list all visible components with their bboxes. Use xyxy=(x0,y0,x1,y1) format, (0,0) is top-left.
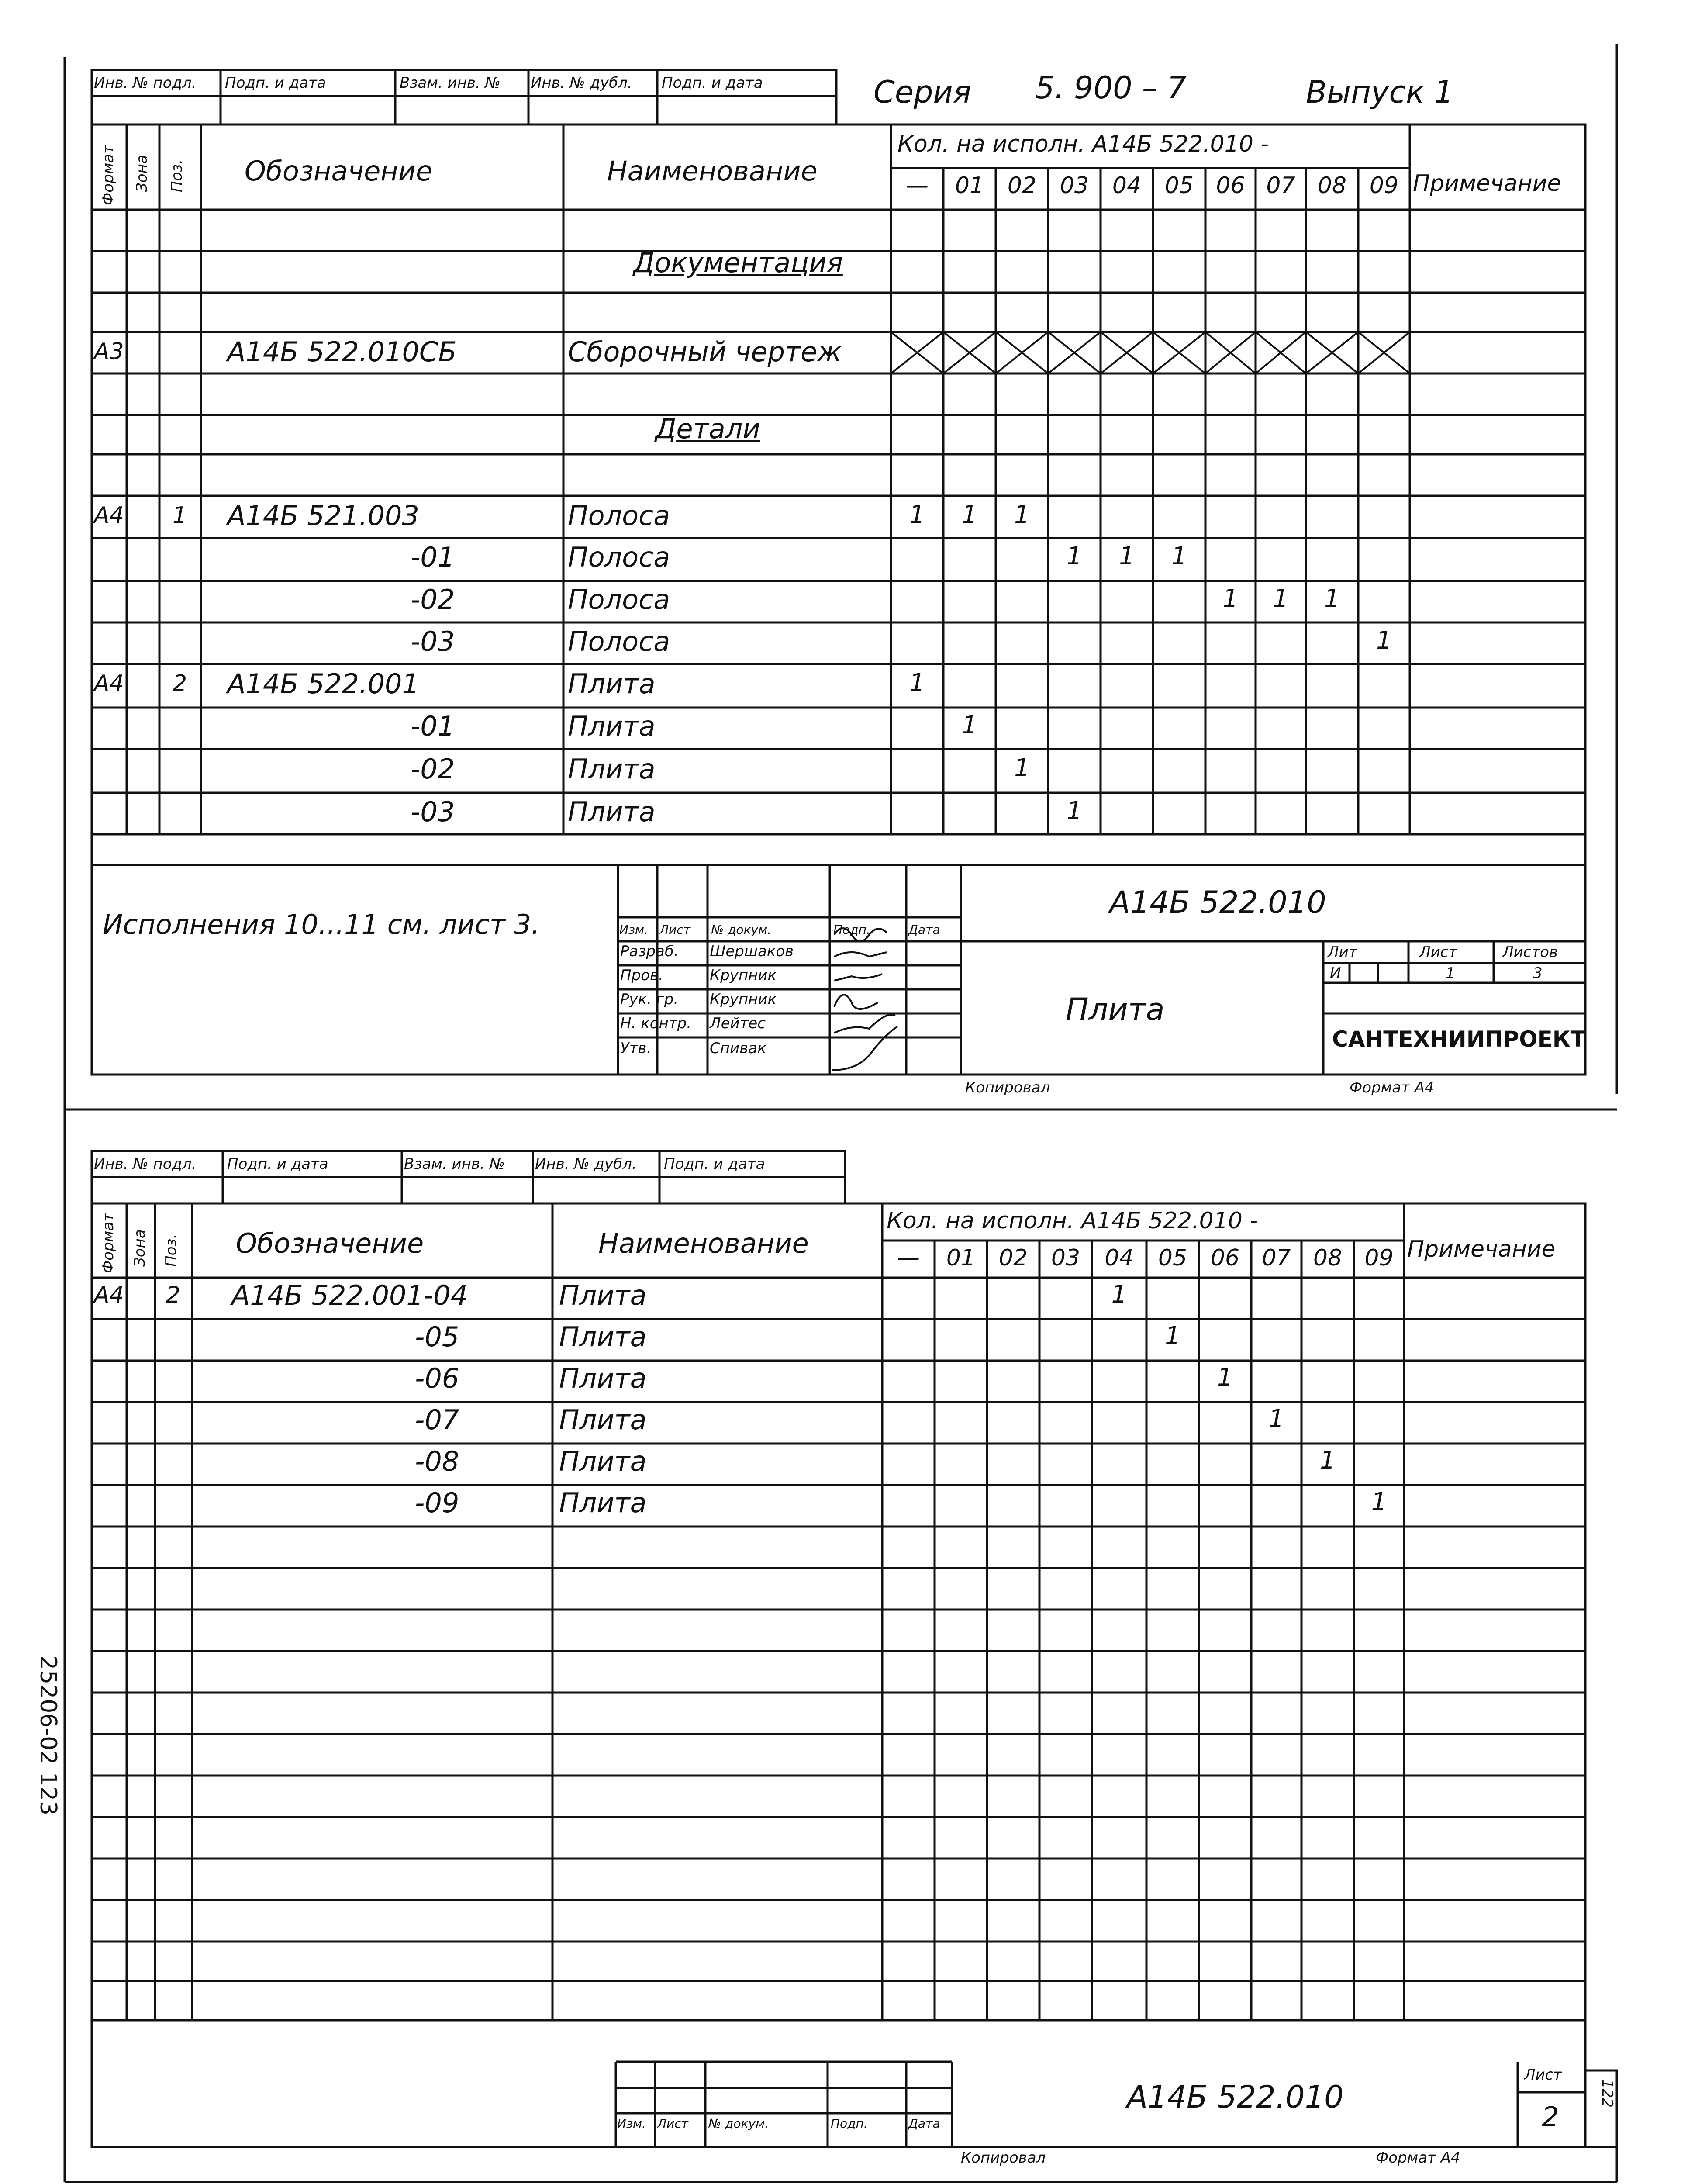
tb-lit: И xyxy=(1330,964,1341,982)
row-qty-cell: 1 xyxy=(1376,626,1392,655)
tb-person: Крупник xyxy=(710,991,777,1008)
row-format: А4 xyxy=(94,502,124,529)
row-designation: -08 xyxy=(415,1445,459,1477)
sheet1-variant-1: 01 xyxy=(955,173,984,199)
row-position: 2 xyxy=(166,1282,181,1308)
sheet2-variant-0: — xyxy=(897,1245,920,1271)
format2-label: Формат А4 xyxy=(1376,2149,1460,2167)
sheet2-variant-5: 05 xyxy=(1158,1245,1187,1271)
header-pos: Поз. xyxy=(168,159,186,192)
row-designation: А14Б 522.001-04 xyxy=(231,1279,468,1311)
row-name: Полоса xyxy=(568,625,670,657)
row-name: Сборочный чертеж xyxy=(568,336,842,368)
tb-role: Утв. xyxy=(620,1040,652,1057)
sheet2-variant-6: 06 xyxy=(1210,1245,1240,1271)
series-label: Серия xyxy=(873,74,971,110)
tb-person: Лейтес xyxy=(710,1015,766,1032)
sheet1-variant-8: 08 xyxy=(1317,173,1347,199)
copied-label: Копировал xyxy=(965,1079,1050,1096)
row-name: Плита xyxy=(568,753,656,785)
row-qty-cell: 1 xyxy=(909,669,925,697)
section-documentation: Документация xyxy=(633,247,843,279)
row-qty-cell: 1 xyxy=(1111,1280,1127,1309)
stamp2-cell-inv-podl: Инв. № подл. xyxy=(94,1155,197,1173)
row-qty-cell: 1 xyxy=(1014,754,1030,782)
header2-zone: Зона xyxy=(131,1229,148,1267)
sheet1-variant-5: 05 xyxy=(1164,173,1194,199)
row-qty-cell: 1 xyxy=(1171,542,1187,570)
row-name: Плита xyxy=(559,1445,647,1477)
row-name: Полоса xyxy=(568,500,670,532)
tb2-sheet-label: Лист xyxy=(1524,2066,1562,2084)
row-qty-cell: 1 xyxy=(1014,501,1030,529)
tb2-col-izm: Изм. xyxy=(617,2116,646,2131)
sheet2-variant-4: 04 xyxy=(1105,1245,1134,1271)
row-designation: -03 xyxy=(411,796,455,828)
sheet2-variant-2: 02 xyxy=(998,1245,1028,1271)
row-qty-cell: 1 xyxy=(1371,1488,1387,1516)
header-qty: Кол. на исполн. А14Б 522.010 - xyxy=(897,131,1269,157)
row-position: 2 xyxy=(173,670,187,697)
row-designation: -02 xyxy=(411,753,455,785)
header2-qty: Кол. на исполн. А14Б 522.010 - xyxy=(887,1208,1258,1234)
row-qty-cell: 1 xyxy=(1165,1322,1180,1350)
sheet1-variant-4: 04 xyxy=(1112,173,1142,199)
tb-col-list: Лист xyxy=(659,923,690,937)
sheet2-variant-8: 08 xyxy=(1313,1245,1343,1271)
tb2-designation: А14Б 522.010 xyxy=(1127,2079,1344,2115)
header2-format: Формат xyxy=(100,1213,117,1273)
stamp-cell-inv-dubl: Инв. № дубл. xyxy=(531,74,632,92)
sheet1-variant-2: 02 xyxy=(1007,173,1037,199)
stamp-cell-vzam-inv: Взам. инв. № xyxy=(400,74,501,92)
stamp-cell-podp-data-2: Подп. и дата xyxy=(662,74,763,92)
format-label: Формат А4 xyxy=(1350,1079,1434,1096)
stamp2-cell-inv-dubl: Инв. № дубл. xyxy=(535,1155,637,1173)
tb2-sheet: 2 xyxy=(1542,2101,1559,2133)
row-qty-cell: 1 xyxy=(1268,1405,1284,1433)
row-qty-cell: 1 xyxy=(1067,542,1082,570)
row-qty-cell: 1 xyxy=(1067,797,1082,825)
row-name: Плита xyxy=(559,1279,647,1311)
tb-name: Плита xyxy=(1066,992,1165,1027)
tb-person: Спивак xyxy=(710,1040,766,1057)
tb-role: Разраб. xyxy=(620,943,679,960)
row-name: Полоса xyxy=(568,541,670,573)
row-qty-cell: 1 xyxy=(1119,542,1135,570)
sheet2-variant-9: 09 xyxy=(1364,1245,1394,1271)
tb-role: Пров. xyxy=(620,967,663,984)
tb-designation: А14Б 522.010 xyxy=(1109,885,1326,920)
row-designation: -01 xyxy=(411,710,455,742)
tb-sheets-label: Листов xyxy=(1502,943,1558,961)
row-designation: А14Б 521.003 xyxy=(227,500,419,532)
row-qty-cell: 1 xyxy=(962,501,977,529)
header2-name: Наименование xyxy=(598,1227,809,1259)
tb-sheet-label: Лист xyxy=(1419,943,1457,961)
row-name: Плита xyxy=(559,1404,647,1436)
issue-label: Выпуск 1 xyxy=(1306,74,1454,110)
tb-col-doc: № докум. xyxy=(711,923,772,937)
row-position: 1 xyxy=(173,502,187,529)
row-format: А4 xyxy=(94,670,124,697)
tb-person: Шершаков xyxy=(710,943,794,960)
tb2-col-list: Лист xyxy=(657,2116,688,2131)
header2-note: Примечание xyxy=(1407,1236,1556,1262)
tb-role: Рук. гр. xyxy=(620,991,679,1008)
tb-sheets: 3 xyxy=(1533,964,1543,982)
row-designation: -06 xyxy=(415,1362,459,1394)
row-qty-cell: 1 xyxy=(1320,1446,1336,1475)
tb-role: Н. контр. xyxy=(620,1015,691,1032)
row-format: А3 xyxy=(94,339,124,365)
header-designation: Обозначение xyxy=(245,155,433,187)
row-qty-cell: 1 xyxy=(962,711,977,740)
header2-designation: Обозначение xyxy=(236,1227,424,1259)
row-designation: -05 xyxy=(415,1321,459,1353)
row-format: А4 xyxy=(94,1282,124,1308)
stamp-cell-podp-data: Подп. и дата xyxy=(225,74,326,92)
header-name: Наименование xyxy=(607,155,818,187)
section-parts: Детали xyxy=(655,413,760,445)
row-qty-cell: 1 xyxy=(909,501,925,529)
tb-sheet: 1 xyxy=(1446,964,1455,982)
sheet2-variant-7: 07 xyxy=(1262,1245,1291,1271)
sheet1-variant-6: 06 xyxy=(1216,173,1245,199)
stamp-cell-inv-podl: Инв. № подл. xyxy=(94,74,197,92)
row-name: Плита xyxy=(568,668,656,700)
copied2-label: Копировал xyxy=(961,2149,1046,2167)
header-format: Формат xyxy=(100,145,117,205)
tb-organization: САНТЕХНИИПРОЕКТ xyxy=(1332,1026,1585,1052)
row-designation: -07 xyxy=(415,1404,459,1436)
sheet1-variant-0: — xyxy=(906,173,929,199)
row-name: Плита xyxy=(568,796,656,828)
row-name: Плита xyxy=(568,710,656,742)
row-designation: А14Б 522.010СБ xyxy=(227,336,457,368)
row-qty-cell: 1 xyxy=(1217,1363,1233,1392)
row-designation: -03 xyxy=(411,625,455,657)
row-qty-cell: 1 xyxy=(1222,584,1239,613)
row-designation: -09 xyxy=(415,1487,459,1519)
row-name: Плита xyxy=(559,1362,647,1394)
tb-col-sign: Подп. xyxy=(833,923,870,937)
row-designation: А14Б 522.001 xyxy=(227,668,419,700)
tb2-col-sign: Подп. xyxy=(831,2116,868,2131)
stamp2-cell-podp-data: Подп. и дата xyxy=(227,1155,328,1173)
side-code: 25206-02 123 xyxy=(35,1655,61,1816)
row-qty-cell: 1 xyxy=(1273,584,1289,613)
tb-col-izm: Изм. xyxy=(619,923,648,937)
tb-lit-label: Лит xyxy=(1328,943,1357,961)
tb2-col-doc: № докум. xyxy=(708,2116,769,2131)
row-designation: -01 xyxy=(411,541,455,573)
stamp2-cell-vzam-inv: Взам. инв. № xyxy=(404,1155,505,1173)
stamp2-cell-podp-data-2: Подп. и дата xyxy=(664,1155,765,1173)
row-name: Плита xyxy=(559,1487,647,1519)
corner-page-number: 122 xyxy=(1598,2079,1616,2108)
footnote: Исполнения 10...11 см. лист 3. xyxy=(103,909,540,940)
sheet1-variant-3: 03 xyxy=(1060,173,1089,199)
sheet1-variant-7: 07 xyxy=(1266,173,1295,199)
row-name: Полоса xyxy=(568,584,670,615)
sheet2-variant-1: 01 xyxy=(946,1245,976,1271)
row-designation: -02 xyxy=(411,584,455,615)
sheet2-variant-3: 03 xyxy=(1051,1245,1080,1271)
tb2-col-date: Дата xyxy=(908,2116,940,2131)
tb-col-date: Дата xyxy=(908,923,940,937)
header2-pos: Поз. xyxy=(162,1234,180,1267)
header-zone: Зона xyxy=(133,155,151,192)
row-name: Плита xyxy=(559,1321,647,1353)
row-qty-cell: 1 xyxy=(1324,584,1340,613)
header-note: Примечание xyxy=(1413,170,1561,197)
tb-person: Крупник xyxy=(710,967,777,984)
series-number: 5. 900 – 7 xyxy=(1035,70,1187,106)
sheet1-variant-9: 09 xyxy=(1369,173,1399,199)
